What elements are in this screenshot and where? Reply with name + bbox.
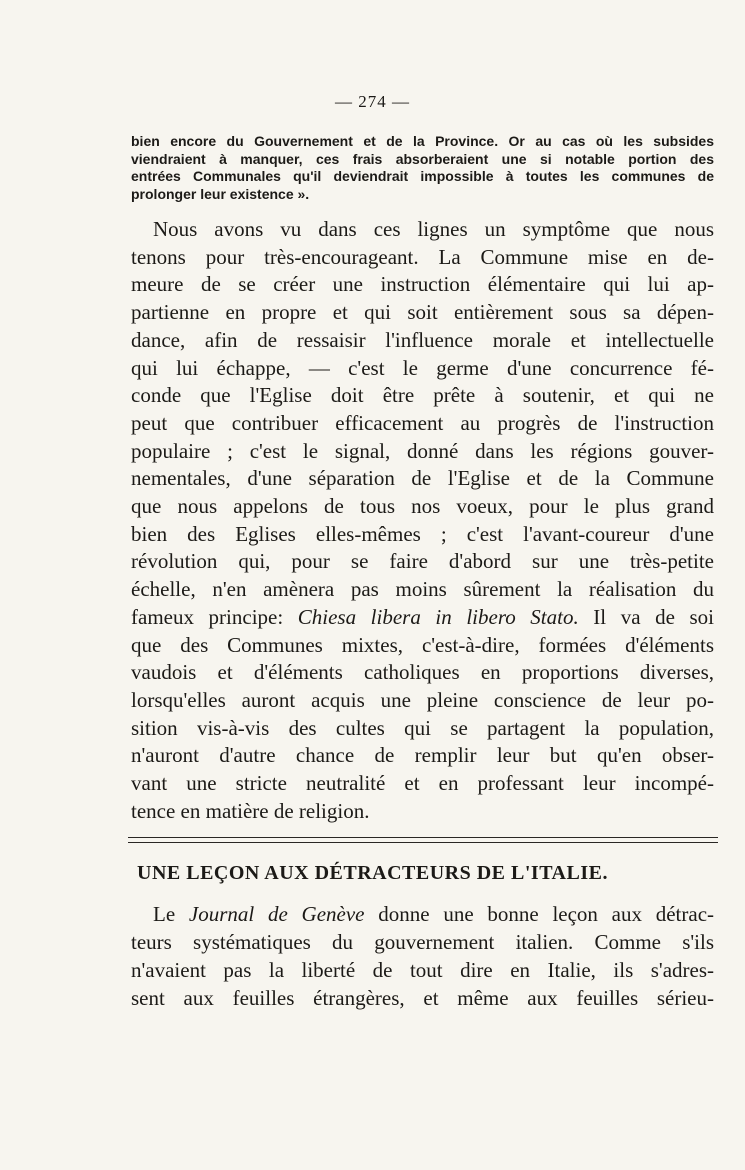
page-number: — 274 —	[335, 92, 410, 111]
paragraph-line-with-title	[131, 900, 714, 928]
paragraph-line: partienne en propre et qui soit entièrement sous sa dépen-	[131, 300, 714, 325]
italic-motto: Chiesa libera in libero Stato.	[297, 604, 579, 629]
paragraph-text: fameux principe:	[131, 604, 284, 629]
section-divider	[128, 837, 718, 838]
italic-journal-title: Journal de Genève	[188, 902, 365, 926]
paragraph-line-with-quote	[131, 604, 714, 632]
quote-line: prolonger leur existence ».	[131, 185, 310, 202]
paragraph-line: échelle, n'en amènera pas moins sûrement la réalisation du	[131, 577, 714, 602]
section-heading: UNE LEÇON AUX DÉTRACTEURS DE L'ITALIE.	[137, 862, 608, 884]
paragraph-text: Il va de soi	[593, 604, 715, 629]
paragraph-line: nementales, d'une séparation de l'Eglise et de la Commune	[131, 466, 714, 491]
paragraph-line: vaudois et d'éléments catholiques en proportions diverses,	[131, 660, 714, 685]
paragraph-line: sent aux feuilles étrangères, et même aux feuilles sérieu-	[131, 986, 714, 1010]
quote-line: entrées Communales qu'il deviendrait impossible à toutes les communes de	[131, 168, 714, 184]
section-paragraph	[131, 900, 714, 1012]
paragraph-line: n'avaient pas la liberté de tout dire en Italie, ils s'adres-	[131, 958, 714, 982]
paragraph-line: que des Communes mixtes, c'est-à-dire, formées d'éléments	[131, 632, 714, 657]
paragraph-line: n'auront d'autre chance de remplir leur but qu'en obser-	[131, 743, 714, 768]
paragraph-line: teurs systématiques du gouvernement italien. Comme s'ils	[131, 930, 714, 954]
paragraph-line: vant une stricte neutralité et en professant leur incompé-	[131, 771, 714, 796]
paragraph-line: qui lui échappe, — c'est le germe d'une concurrence fé-	[131, 355, 714, 380]
paragraph-line: Nous avons vu dans ces lignes un symptôme que nous	[153, 217, 714, 241]
quoted-passage	[131, 133, 714, 203]
paragraph-line: peut que contribuer efficacement au progrès de l'instruction	[131, 410, 714, 435]
main-paragraph	[131, 216, 714, 825]
paragraph-line: tenons pour très-encourageant. La Commune mise en de-	[131, 244, 714, 269]
paragraph-text: donne une bonne leçon aux détrac-	[378, 902, 715, 926]
quote-line: bien encore du Gouvernement et de la Province. Or au cas où les subsides	[131, 133, 714, 149]
paragraph-line: que nous appelons de tous nos voeux, pour le plus grand	[131, 494, 714, 519]
paragraph-line: révolution qui, pour se faire d'abord sur une très-petite	[131, 549, 714, 574]
paragraph-line: lorsqu'elles auront acquis une pleine conscience de leur po-	[131, 687, 714, 712]
paragraph-line: bien des Eglises elles-mêmes ; c'est l'avant-coureur d'une	[131, 521, 714, 546]
paragraph-line: populaire ; c'est le signal, donné dans les régions gouver-	[131, 438, 714, 463]
quote-line: viendraient à manquer, ces frais absorberaient une si notable portion des	[131, 150, 714, 167]
paragraph-line: dance, afin de ressaisir l'influence morale et intellectuelle	[131, 327, 714, 352]
paragraph-line: tence en matière de religion.	[131, 798, 370, 823]
paragraph-text: Le	[153, 902, 176, 926]
paragraph-line: meure de se créer une instruction élémentaire qui lui ap-	[131, 272, 714, 297]
paragraph-line: sition vis-à-vis des cultes qui se partagent la population,	[131, 715, 714, 740]
section-divider	[128, 842, 718, 843]
paragraph-line: conde que l'Eglise doit être prête à soutenir, et qui ne	[131, 383, 714, 408]
